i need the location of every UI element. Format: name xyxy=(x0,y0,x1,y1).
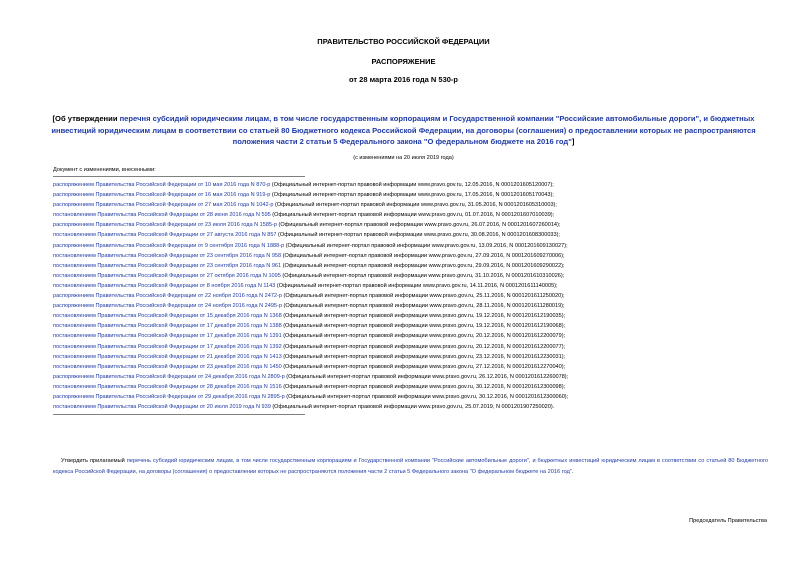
title-link[interactable]: перечня субсидий юридическим лицам, в том числе государственным корпорациям и Государственной компании "Российские автомобильные дороги", и бюджетных инвестиций юридическим лицам в соответствии со статьей 80 Бюджетного кодекса Российской Федерации, на договоры (соглашения) о предоставлении которых не распространяются положения части 2 статьи 5 Федерального закона "О федеральном бюджете на 2016 год" xyxy=(51,114,756,146)
amendment-source: (Официальный интернет-портал правовой информации www.pravo.gov.ru, 31.10.2016, N 0001201610310026); xyxy=(280,272,565,279)
amendment-link[interactable]: постановлением Правительства Российской Федерации от 23 сентября 2016 года N 961 xyxy=(53,262,282,269)
amendment-link[interactable]: постановлением Правительства Российской Федерации от 27 августа 2016 года N 857 xyxy=(53,232,277,239)
document-title xyxy=(40,113,767,148)
amendment-link[interactable]: постановлением Правительства Российской Федерации от 17 декабря 2016 года N 1392 xyxy=(53,343,282,350)
changes-note: (с изменениями на 20 июля 2019 года) xyxy=(353,155,454,161)
amendment-row xyxy=(53,241,773,251)
amendment-row xyxy=(53,331,773,341)
amendment-link[interactable]: постановлением Правительства Российской Федерации от 8 ноября 2016 года N 1143 xyxy=(53,282,276,289)
amendment-source: (Официальный интернет-портал правовой информации www.pravo.gov.ru, 19.12.2016, N 0001201612190035); xyxy=(281,313,566,320)
amendment-source: (Официальный интернет-портал правовой информации www.pravo.gov.ru, 30.12.2016, N 0001201612300060); xyxy=(284,393,569,400)
amendment-row xyxy=(53,342,773,352)
amendment-row xyxy=(53,372,773,382)
amendment-source: (Официальный интернет-портал правовой информации www.pravo.gov.ru, 28.11.2016, N 0001201611280019); xyxy=(281,303,565,310)
amendment-row xyxy=(53,210,773,220)
doc-date-heading: от 28 марта 2016 года N 530-р xyxy=(349,75,458,84)
amendment-source: (Официальный интернет-портал правовой информации www.pravo.gov.ru, 29.09.2016, N 0001201609290022); xyxy=(281,262,565,269)
amendment-row xyxy=(53,281,773,291)
amendment-link[interactable]: постановлением Правительства Российской Федерации от 23 декабря 2016 года N 1450 xyxy=(53,363,282,370)
amendment-link[interactable]: постановлением Правительства Российской Федерации от 28 декабря 2016 года N 1516 xyxy=(53,383,282,390)
signature: Председатель Правительства xyxy=(689,518,767,524)
amendment-link[interactable]: постановлением Правительства Российской Федерации от 21 декабря 2016 года N 1413 xyxy=(53,353,282,360)
approval-suffix: . xyxy=(571,468,574,475)
amendment-source: (Официальный интернет-портал правовой информации www.pravo.gov.ru, 25.07.2019, N 0001201907250020). xyxy=(270,404,555,411)
amendment-row xyxy=(53,251,773,261)
amendment-link[interactable]: постановлением Правительства Российской Федерации от 17 декабря 2016 года N 1391 xyxy=(53,333,282,340)
amendment-row xyxy=(53,321,773,331)
amendment-row xyxy=(53,230,773,240)
amendment-row xyxy=(53,392,773,402)
amendment-source: (Официальный интернет-портал правовой информации www.pravo.gov.ru, 27.09.2016, N 0001201609270006); xyxy=(281,252,565,259)
amendment-link[interactable]: постановлением Правительства Российской Федерации от 23 сентября 2016 года N 958 xyxy=(53,252,282,259)
amendment-link[interactable]: распоряжением Правительства Российской Федерации от 24 декабря 2016 года N 2809-р xyxy=(53,373,285,380)
divider-top xyxy=(53,176,305,177)
amendment-source: (Официальный интернет-портал правовой информации www.pravo.gov.ru, 31.05.2016, N 0001201605310003); xyxy=(273,202,557,209)
amendment-link[interactable]: распоряжением Правительства Российской Федерации от 22 ноября 2016 года N 2472-р xyxy=(53,293,282,300)
amendment-row xyxy=(53,311,773,321)
approval-link[interactable]: перечень субсидий юридическим лицам, в том числе государственным корпорациям и Государственной компании "Российские автомобильные дороги", и бюджетных инвестиций юридическим лицам в соответствии со статьей 80 Бюджетного кодекса Российской Федерации, на договоры (соглашения) о предоставлении которых не распространяются положения части 2 статьи 5 Федерального закона "О федеральном бюджете на 2016 год" xyxy=(53,458,768,475)
amendment-link[interactable]: постановлением Правительства Российской Федерации от 17 декабря 2016 года N 1388 xyxy=(53,323,282,330)
amendment-link[interactable]: распоряжением Правительства Российской Федерации от 23 июля 2016 года N 1585-р xyxy=(53,222,277,229)
amendment-row xyxy=(53,352,773,362)
amendment-link[interactable]: распоряжением Правительства Российской Федерации от 9 сентября 2016 года N 1888-р xyxy=(53,242,285,249)
amendment-source: (Официальный интернет-портал правовой информации www.pravo.gov.ru, 26.07.2016, N 0001201607260014); xyxy=(276,222,561,229)
amendment-link[interactable]: распоряжением Правительства Российской Федерации от 27 мая 2016 года N 1042-р xyxy=(53,202,274,209)
doc-type-heading: РАСПОРЯЖЕНИЕ xyxy=(371,57,436,66)
amendment-row xyxy=(53,200,773,210)
amendment-link[interactable]: постановлением Правительства Российской Федерации от 20 июля 2019 года N 939 xyxy=(53,404,271,411)
amendment-row xyxy=(53,362,773,372)
amendment-row xyxy=(53,220,773,230)
amendment-link[interactable]: распоряжением Правительства Российской Федерации от 16 мая 2016 года N 919-р xyxy=(53,192,271,199)
amendment-source: (Официальный интернет-портал правовой информации www.pravo.gov.ru, 14.11.2016, N 0001201611140005); xyxy=(275,282,558,289)
amendment-source: (Официальный интернет-портал правовой информации www.pravo.gov.ru, 23.12.2016, N 0001201612230031); xyxy=(281,353,566,360)
amendment-link[interactable]: распоряжением Правительства Российской Федерации от 29 декабря 2016 года N 2895-р xyxy=(53,393,285,400)
approval-prefix: Утвердить прилагаемый xyxy=(61,458,127,464)
amendment-row xyxy=(53,180,773,190)
amendment-source: (Официальный интернет-портал правовой информации www.pravo.gov.ru, 20.12.2016, N 0001201612200077); xyxy=(281,343,566,350)
amendment-source: (Официальный интернет-портал правовой информации www.pravo.gov.ru, 27.12.2016, N 0001201612270040); xyxy=(281,363,566,370)
amendments-block xyxy=(53,166,773,418)
amendment-row xyxy=(53,402,773,412)
amendment-link[interactable]: распоряжением Правительства Российской Федерации от 24 ноября 2016 года N 2495-р xyxy=(53,303,282,310)
divider-bottom xyxy=(53,414,305,415)
amendments-list xyxy=(53,180,773,412)
amendment-source: (Официальный интернет-портал правовой информации www.pravo.gov.ru, 30.08.2016, N 0001201608300033); xyxy=(276,232,560,239)
amendment-source: (Официальный интернет-портал правовой информации www.pravo.gov.ru, 17.05.2016, N 0001201605170043); xyxy=(270,192,554,199)
amendment-link[interactable]: постановлением Правительства Российской Федерации от 27 октября 2016 года N 1095 xyxy=(53,272,281,279)
amendment-source: (Официальный интернет-портал правовой информации www.pravo.gov.ru, 20.12.2016, N 0001201612200079); xyxy=(281,333,566,340)
amendment-row xyxy=(53,382,773,392)
amendment-row xyxy=(53,271,773,281)
amendment-row xyxy=(53,190,773,200)
government-heading: ПРАВИТЕЛЬСТВО РОССИЙСКОЙ ФЕДЕРАЦИИ xyxy=(317,37,490,46)
amendments-label: Документ с изменениями, внесенными: xyxy=(53,167,156,173)
amendment-source: (Официальный интернет-портал правовой информации www.pravo.gov.ru, 26.12.2016, N 0001201612260078); xyxy=(284,373,569,380)
title-suffix: ] xyxy=(571,137,575,146)
title-prefix: [Об утверждении xyxy=(52,114,120,123)
amendment-source: (Официальный интернет-портал правовой информации www.pravo.gov.ru, 30.12.2016, N 0001201612300098); xyxy=(281,383,566,390)
amendment-row xyxy=(53,261,773,271)
amendment-link[interactable]: постановлением Правительства Российской Федерации от 15 декабря 2016 года N 1368 xyxy=(53,313,282,320)
amendment-source: (Официальный интернет-портал правовой информации www.pravo.gov.ru, 25.11.2016, N 0001201611250020); xyxy=(281,293,565,300)
approval-paragraph xyxy=(53,456,768,477)
amendment-link[interactable]: постановлением Правительства Российской Федерации от 28 июня 2016 года N 595 xyxy=(53,212,271,219)
amendment-row xyxy=(53,291,773,301)
amendment-source: (Официальный интернет-портал правовой информации www.pravo.gov.ru, 12.05.2016, N 0001201605120007); xyxy=(270,182,554,188)
amendment-source: (Официальный интернет-портал правовой информации www.pravo.gov.ru, 01.07.2016, N 0001201607010039); xyxy=(270,212,555,219)
amendment-row xyxy=(53,301,773,311)
amendment-source: (Официальный интернет-портал правовой информации www.pravo.gov.ru, 13.09.2016, N 0001201609130027); xyxy=(284,242,568,249)
amendment-link[interactable]: распоряжением Правительства Российской Федерации от 10 мая 2016 года N 870-р xyxy=(53,182,271,188)
amendment-source: (Официальный интернет-портал правовой информации www.pravo.gov.ru, 19.12.2016, N 0001201612190068); xyxy=(281,323,566,330)
